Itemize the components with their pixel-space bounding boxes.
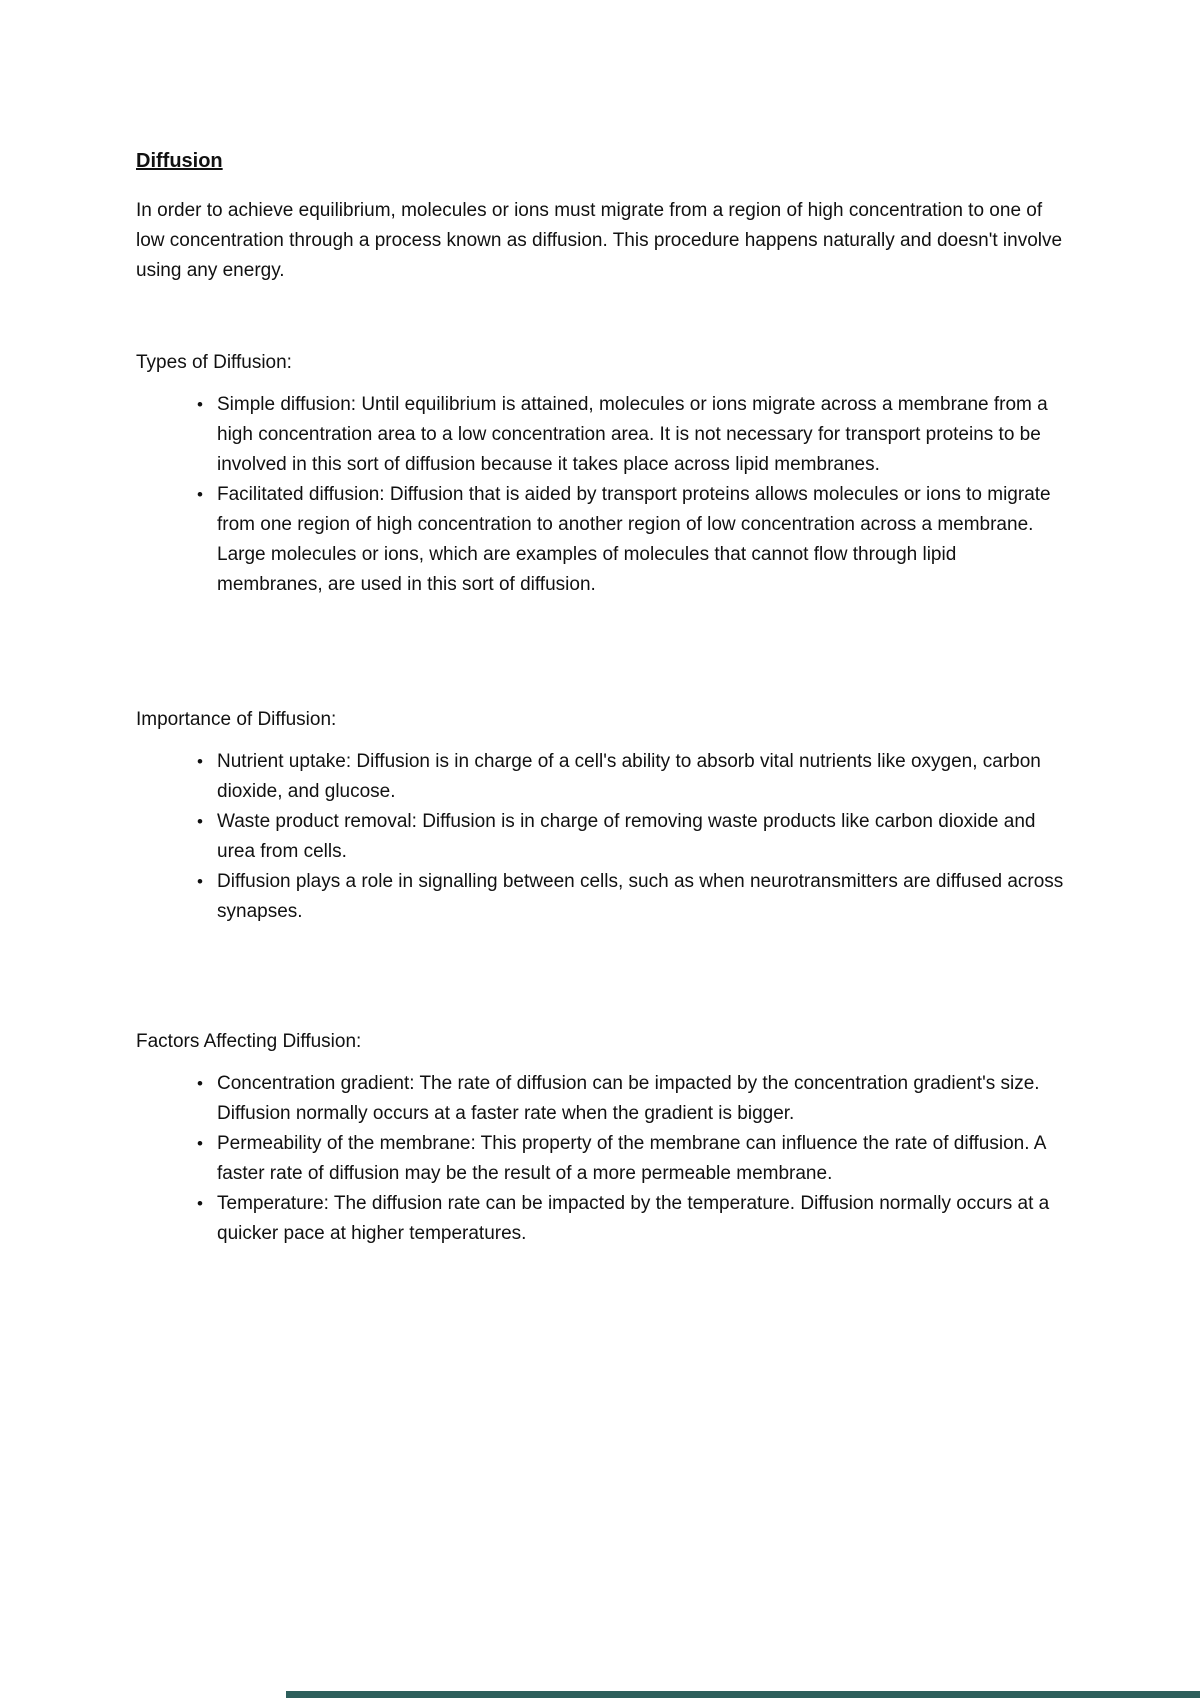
section-heading-factors: Factors Affecting Diffusion: (136, 1031, 362, 1052)
bullet-icon: • (197, 485, 203, 504)
list-item-text: Concentration gradient: The rate of diffusion can be impacted by the concentration gradient's size. Diffusion normally occurs at a faster rate when the gradient is bigger. (217, 1073, 1040, 1124)
document-title: Diffusion (136, 150, 223, 172)
list-item-text: Temperature: The diffusion rate can be impacted by the temperature. Diffusion normally occurs at a quicker pace at higher temperatures. (217, 1193, 1050, 1244)
list-item (136, 1189, 1066, 1249)
list-item-text: Facilitated diffusion: Diffusion that is aided by transport proteins allows molecules or ions to migrate from one region of high concentration to another region of low concentration across a membrane. Large molecules or ions, which are examples of molecules that cannot flow through lipid membranes, are used in this sort of diffusion. (217, 484, 1051, 595)
bullet-icon: • (197, 1074, 203, 1093)
types-list (136, 390, 1066, 600)
list-item-text: Permeability of the membrane: This property of the membrane can influence the rate of diffusion. A faster rate of diffusion may be the result of a more permeable membrane. (217, 1133, 1046, 1184)
bullet-icon: • (197, 752, 203, 771)
bullet-icon: • (197, 812, 203, 831)
bullet-icon: • (197, 872, 203, 891)
list-item-text: Diffusion plays a role in signalling between cells, such as when neurotransmitters are diffused across synapses. (217, 871, 1064, 922)
footer-bar-fragment (286, 1691, 1200, 1698)
importance-list (136, 747, 1066, 927)
bullet-icon: • (197, 395, 203, 414)
section-heading-importance: Importance of Diffusion: (136, 709, 337, 730)
intro-paragraph: In order to achieve equilibrium, molecules or ions must migrate from a region of high concentration to one of low concentration through a process known as diffusion. This procedure happens naturally and doesn't involve using any energy. (136, 200, 1063, 281)
list-item (136, 480, 1066, 600)
list-item (136, 390, 1066, 480)
list-item (136, 1129, 1066, 1189)
list-item (136, 807, 1066, 867)
list-item-text: Waste product removal: Diffusion is in charge of removing waste products like carbon dioxide and urea from cells. (217, 811, 1036, 862)
bullet-icon: • (197, 1134, 203, 1153)
list-item (136, 747, 1066, 807)
factors-list (136, 1069, 1066, 1249)
list-item-text: Nutrient uptake: Diffusion is in charge of a cell's ability to absorb vital nutrients like oxygen, carbon dioxide, and glucose. (217, 751, 1041, 802)
bullet-icon: • (197, 1194, 203, 1213)
list-item-text: Simple diffusion: Until equilibrium is attained, molecules or ions migrate across a membrane from a high concentration area to a low concentration area. It is not necessary for transport proteins to be involved in this sort of diffusion because it takes place across lipid membranes. (217, 394, 1048, 475)
list-item (136, 867, 1066, 927)
list-item (136, 1069, 1066, 1129)
section-heading-types: Types of Diffusion: (136, 352, 292, 373)
